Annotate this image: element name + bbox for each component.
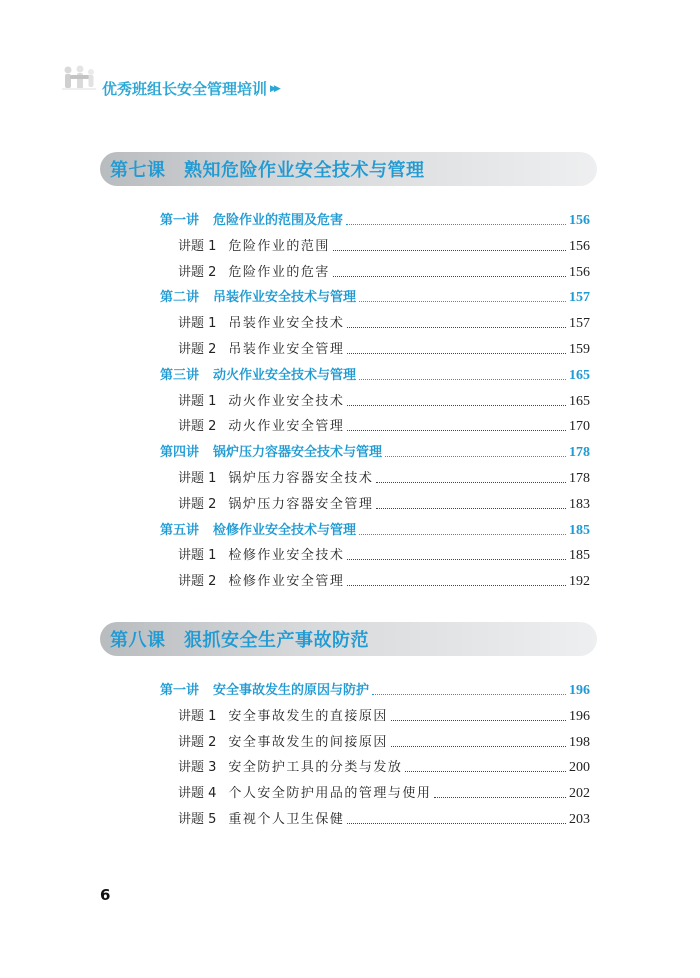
entry-number: 第一讲 xyxy=(160,213,200,228)
entry-page-number: 156 xyxy=(569,238,590,254)
entry-page-number: 165 xyxy=(569,367,590,383)
entry-title: 危险作业的范围 xyxy=(228,238,330,254)
toc-topic-entry[interactable] xyxy=(178,414,590,436)
header-title: 优秀班组长安全管理培训 xyxy=(102,79,268,98)
toc-lecture-entry[interactable] xyxy=(160,208,590,230)
entry-title: 动火作业安全技术与管理 xyxy=(213,367,357,383)
entry-label xyxy=(178,264,330,282)
entry-label xyxy=(178,811,344,829)
dot-leader xyxy=(347,585,566,586)
toc-lecture-entry[interactable] xyxy=(160,678,590,700)
dot-leader xyxy=(333,276,566,277)
entry-number: 讲题 2 xyxy=(178,574,217,590)
dot-leader xyxy=(385,456,566,457)
toc-lecture-entry[interactable] xyxy=(160,285,590,307)
entry-label xyxy=(178,547,344,565)
figures-logo-icon xyxy=(58,64,102,100)
dot-leader xyxy=(346,224,566,225)
toc-topic-entry[interactable] xyxy=(178,337,590,359)
entry-title: 吊装作业安全管理 xyxy=(228,342,345,357)
entry-number: 讲题 1 xyxy=(178,238,217,254)
entry-page-number: 156 xyxy=(569,213,590,228)
toc-topic-entry[interactable] xyxy=(178,234,590,256)
entry-label xyxy=(178,759,402,777)
toc-topic-entry[interactable] xyxy=(178,492,590,514)
dot-leader xyxy=(347,405,566,406)
entry-page-number: 185 xyxy=(569,522,590,538)
entry-label xyxy=(160,682,369,700)
entry-page-number: 202 xyxy=(569,786,590,802)
entry-number: 讲题 2 xyxy=(178,264,217,280)
toc-lecture-entry[interactable] xyxy=(160,363,590,385)
dot-leader xyxy=(347,327,566,328)
entry-number: 讲题 1 xyxy=(178,471,217,486)
entry-page-number: 178 xyxy=(569,471,590,486)
entry-number: 讲题 4 xyxy=(178,786,217,802)
entry-number: 第二讲 xyxy=(160,290,200,306)
dot-leader xyxy=(372,694,566,695)
dot-leader xyxy=(347,430,566,431)
entry-label xyxy=(160,289,356,307)
lesson-heading-7 xyxy=(100,152,597,186)
dot-leader xyxy=(359,534,566,535)
dot-leader xyxy=(347,353,566,354)
entry-label xyxy=(160,212,343,230)
dot-leader xyxy=(405,771,566,772)
entry-page-number: 165 xyxy=(569,393,590,409)
entry-page-number: 183 xyxy=(569,496,590,512)
entry-number: 讲题 1 xyxy=(178,548,217,564)
entry-label xyxy=(160,444,382,462)
toc-topic-entry[interactable] xyxy=(178,543,590,565)
entry-title: 安全事故发生的间接原因 xyxy=(228,734,388,750)
entry-title: 锅炉压力容器安全技术与管理 xyxy=(213,445,383,461)
lesson-heading-8 xyxy=(100,622,597,656)
entry-label xyxy=(178,341,344,359)
toc-lecture-entry[interactable] xyxy=(160,518,590,540)
entry-title: 锅炉压力容器安全技术 xyxy=(228,471,374,486)
entry-page-number: 156 xyxy=(569,264,590,280)
entry-page-number: 203 xyxy=(569,812,590,827)
entry-title: 动火作业安全技术 xyxy=(228,393,345,409)
entry-number: 第一讲 xyxy=(160,683,200,698)
dot-leader xyxy=(359,301,566,302)
toc-topic-entry[interactable] xyxy=(178,389,590,411)
entry-number: 讲题 2 xyxy=(178,419,217,435)
entry-page-number: 198 xyxy=(569,734,590,750)
entry-page-number: 196 xyxy=(569,708,590,724)
entry-label xyxy=(178,785,431,803)
entry-page-number: 157 xyxy=(569,316,590,332)
entry-title: 动火作业安全管理 xyxy=(228,419,345,435)
entry-page-number: 170 xyxy=(569,419,590,435)
toc-topic-entry[interactable] xyxy=(178,704,590,726)
dot-leader xyxy=(347,559,566,560)
entry-number: 第五讲 xyxy=(160,522,200,538)
toc-topic-entry[interactable] xyxy=(178,807,590,829)
dot-leader xyxy=(434,797,566,798)
entry-page-number: 159 xyxy=(569,342,590,357)
toc-topic-entry[interactable] xyxy=(178,311,590,333)
entry-page-number: 192 xyxy=(569,574,590,590)
entry-label xyxy=(178,734,388,752)
entry-number: 讲题 1 xyxy=(178,316,217,332)
entry-title: 危险作业的范围及危害 xyxy=(213,213,344,228)
header-arrows-icon: ▶▶ xyxy=(270,84,278,94)
entry-title: 安全防护工具的分类与发放 xyxy=(228,760,403,776)
dot-leader xyxy=(376,508,566,509)
entry-title: 吊装作业安全技术 xyxy=(228,316,345,332)
toc-topic-entry[interactable] xyxy=(178,730,590,752)
entry-label xyxy=(178,418,344,436)
toc-topic-entry[interactable] xyxy=(178,466,590,488)
toc-topic-entry[interactable] xyxy=(178,260,590,282)
entry-label xyxy=(160,367,356,385)
entry-title: 危险作业的危害 xyxy=(228,264,330,280)
entry-label xyxy=(178,393,344,411)
entry-number: 讲题 1 xyxy=(178,708,217,724)
entry-title: 安全事故发生的原因与防护 xyxy=(213,683,370,698)
dot-leader xyxy=(391,720,566,721)
toc-topic-entry[interactable] xyxy=(178,569,590,591)
dot-leader xyxy=(347,823,566,824)
entry-number: 讲题 5 xyxy=(178,812,217,827)
entry-label xyxy=(178,708,388,726)
dot-leader xyxy=(391,746,566,747)
toc-topic-entry[interactable] xyxy=(178,755,590,777)
entry-label xyxy=(178,573,344,591)
entry-title: 安全事故发生的直接原因 xyxy=(228,708,388,724)
running-header xyxy=(58,64,278,100)
entry-page-number: 185 xyxy=(569,548,590,564)
lesson-title: 第七课 熟知危险作业安全技术与管理 xyxy=(110,160,425,181)
toc-lecture-entry[interactable] xyxy=(160,440,590,462)
entry-number: 第三讲 xyxy=(160,367,200,383)
entry-number: 讲题 3 xyxy=(178,760,217,776)
entry-page-number: 200 xyxy=(569,760,590,776)
entry-number: 讲题 2 xyxy=(178,342,217,357)
entry-number: 讲题 2 xyxy=(178,496,217,512)
entry-title: 检修作业安全技术与管理 xyxy=(213,522,357,538)
entry-label xyxy=(178,496,373,514)
entry-title: 检修作业安全管理 xyxy=(228,574,345,590)
dot-leader xyxy=(376,482,566,483)
entry-title: 检修作业安全技术 xyxy=(228,548,345,564)
dot-leader xyxy=(359,379,566,380)
entry-title: 个人安全防护用品的管理与使用 xyxy=(228,786,432,802)
entry-number: 第四讲 xyxy=(160,445,200,461)
entry-number: 讲题 2 xyxy=(178,734,217,750)
entry-label xyxy=(178,315,344,333)
entry-page-number: 196 xyxy=(569,683,590,698)
entry-label xyxy=(160,522,356,540)
entry-label xyxy=(178,470,373,488)
dot-leader xyxy=(333,250,566,251)
entry-page-number: 157 xyxy=(569,290,590,306)
entry-label xyxy=(178,238,330,256)
page-number: 6 xyxy=(100,886,111,904)
entry-page-number: 178 xyxy=(569,445,590,461)
entry-title: 重视个人卫生保健 xyxy=(228,812,345,827)
entry-title: 锅炉压力容器安全管理 xyxy=(228,496,374,512)
toc-topic-entry[interactable] xyxy=(178,781,590,803)
entry-title: 吊装作业安全技术与管理 xyxy=(213,290,357,306)
lesson-title: 第八课 狠抓安全生产事故防范 xyxy=(110,630,369,651)
entry-number: 讲题 1 xyxy=(178,393,217,409)
